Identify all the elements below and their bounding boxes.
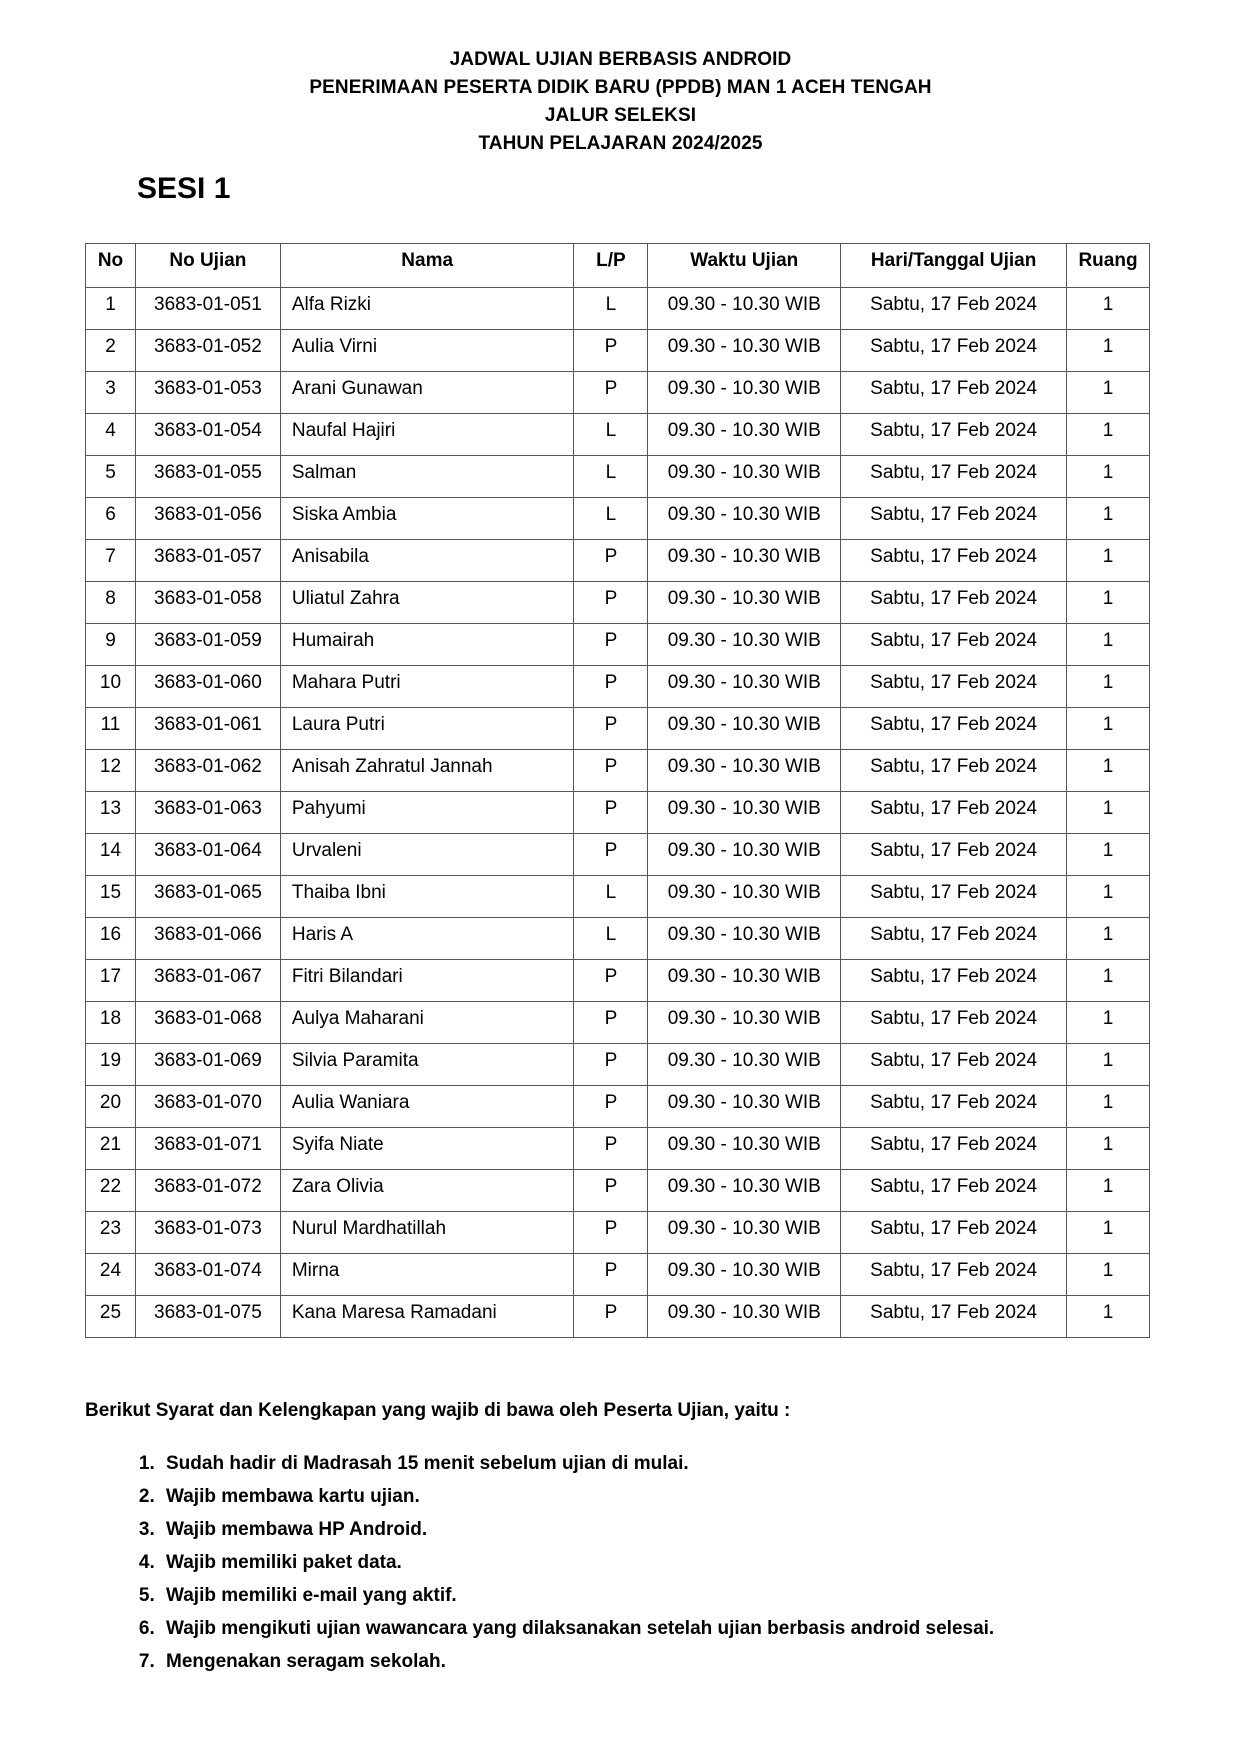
cell-date: Sabtu, 17 Feb 2024 [841, 1212, 1067, 1254]
cell-exam-number: 3683-01-070 [135, 1086, 280, 1128]
title-line-3: JALUR SELEKSI [544, 105, 697, 126]
cell-time: 09.30 - 10.30 WIB [648, 540, 841, 582]
cell-time: 09.30 - 10.30 WIB [648, 1254, 841, 1296]
cell-time: 09.30 - 10.30 WIB [648, 1212, 841, 1254]
cell-date: Sabtu, 17 Feb 2024 [841, 582, 1067, 624]
table-row [86, 792, 1150, 834]
cell-room: 1 [1067, 834, 1150, 876]
cell-no: 16 [86, 918, 136, 960]
cell-time: 09.30 - 10.30 WIB [648, 582, 841, 624]
cell-gender: P [574, 1002, 648, 1044]
cell-date: Sabtu, 17 Feb 2024 [841, 456, 1067, 498]
table-row [86, 1086, 1150, 1128]
cell-date: Sabtu, 17 Feb 2024 [841, 1002, 1067, 1044]
cell-gender: P [574, 330, 648, 372]
cell-gender: P [574, 372, 648, 414]
session-label: SESI 1 [137, 172, 231, 205]
cell-name: Siska Ambia [280, 498, 574, 540]
table-row [86, 540, 1150, 582]
table-row [86, 372, 1150, 414]
table-row [86, 750, 1150, 792]
cell-exam-number: 3683-01-053 [135, 372, 280, 414]
table-row [86, 414, 1150, 456]
column-header-name: Nama [280, 244, 574, 288]
cell-date: Sabtu, 17 Feb 2024 [841, 1128, 1067, 1170]
cell-no: 15 [86, 876, 136, 918]
cell-exam-number: 3683-01-060 [135, 666, 280, 708]
cell-no: 13 [86, 792, 136, 834]
cell-date: Sabtu, 17 Feb 2024 [841, 372, 1067, 414]
cell-gender: P [574, 708, 648, 750]
cell-date: Sabtu, 17 Feb 2024 [841, 750, 1067, 792]
cell-date: Sabtu, 17 Feb 2024 [841, 330, 1067, 372]
cell-gender: P [574, 1212, 648, 1254]
cell-name: Pahyumi [280, 792, 574, 834]
cell-name: Anisah Zahratul Jannah [280, 750, 574, 792]
cell-room: 1 [1067, 792, 1150, 834]
requirement-item: 7. Mengenakan seragam sekolah. [160, 1645, 994, 1678]
table-row [86, 960, 1150, 1002]
cell-exam-number: 3683-01-062 [135, 750, 280, 792]
cell-date: Sabtu, 17 Feb 2024 [841, 918, 1067, 960]
cell-no: 1 [86, 288, 136, 330]
title-line-2: PENERIMAAN PESERTA DIDIK BARU (PPDB) MAN 1 ACEH TENGAH [309, 77, 932, 98]
cell-no: 20 [86, 1086, 136, 1128]
title-line-1: JADWAL UJIAN BERBASIS ANDROID [449, 49, 792, 70]
cell-name: Aulya Maharani [280, 1002, 574, 1044]
cell-room: 1 [1067, 1086, 1150, 1128]
cell-no: 11 [86, 708, 136, 750]
cell-room: 1 [1067, 372, 1150, 414]
table-row [86, 1170, 1150, 1212]
cell-gender: L [574, 918, 648, 960]
cell-room: 1 [1067, 750, 1150, 792]
cell-no: 6 [86, 498, 136, 540]
cell-room: 1 [1067, 624, 1150, 666]
cell-gender: P [574, 960, 648, 1002]
cell-name: Urvaleni [280, 834, 574, 876]
table-row [86, 498, 1150, 540]
cell-time: 09.30 - 10.30 WIB [648, 1296, 841, 1338]
cell-gender: P [574, 1044, 648, 1086]
cell-no: 22 [86, 1170, 136, 1212]
cell-name: Uliatul Zahra [280, 582, 574, 624]
cell-room: 1 [1067, 1212, 1150, 1254]
cell-exam-number: 3683-01-073 [135, 1212, 280, 1254]
cell-room: 1 [1067, 708, 1150, 750]
cell-date: Sabtu, 17 Feb 2024 [841, 876, 1067, 918]
cell-exam-number: 3683-01-069 [135, 1044, 280, 1086]
cell-exam-number: 3683-01-051 [135, 288, 280, 330]
cell-room: 1 [1067, 960, 1150, 1002]
cell-room: 1 [1067, 1296, 1150, 1338]
cell-date: Sabtu, 17 Feb 2024 [841, 960, 1067, 1002]
cell-name: Salman [280, 456, 574, 498]
table-row [86, 1212, 1150, 1254]
cell-name: Zara Olivia [280, 1170, 574, 1212]
schedule-table [85, 243, 1150, 1338]
cell-time: 09.30 - 10.30 WIB [648, 1128, 841, 1170]
table-header-row [86, 244, 1150, 288]
cell-gender: P [574, 540, 648, 582]
table-row [86, 582, 1150, 624]
cell-no: 17 [86, 960, 136, 1002]
table-row [86, 1128, 1150, 1170]
cell-exam-number: 3683-01-065 [135, 876, 280, 918]
table-row [86, 666, 1150, 708]
cell-no: 10 [86, 666, 136, 708]
cell-exam-number: 3683-01-055 [135, 456, 280, 498]
cell-time: 09.30 - 10.30 WIB [648, 456, 841, 498]
requirement-item: 3. Wajib membawa HP Android. [160, 1513, 994, 1546]
cell-room: 1 [1067, 582, 1150, 624]
table-row [86, 1296, 1150, 1338]
cell-name: Arani Gunawan [280, 372, 574, 414]
cell-gender: P [574, 1170, 648, 1212]
cell-name: Thaiba Ibni [280, 876, 574, 918]
cell-room: 1 [1067, 1170, 1150, 1212]
cell-room: 1 [1067, 498, 1150, 540]
cell-gender: L [574, 288, 648, 330]
cell-date: Sabtu, 17 Feb 2024 [841, 624, 1067, 666]
column-header-gender: L/P [574, 244, 648, 288]
requirement-item: 5. Wajib memiliki e-mail yang aktif. [160, 1579, 994, 1612]
table-row [86, 456, 1150, 498]
cell-gender: P [574, 792, 648, 834]
cell-room: 1 [1067, 540, 1150, 582]
cell-room: 1 [1067, 1044, 1150, 1086]
cell-date: Sabtu, 17 Feb 2024 [841, 540, 1067, 582]
cell-name: Aulia Virni [280, 330, 574, 372]
cell-no: 2 [86, 330, 136, 372]
cell-gender: L [574, 414, 648, 456]
cell-no: 12 [86, 750, 136, 792]
cell-name: Fitri Bilandari [280, 960, 574, 1002]
cell-time: 09.30 - 10.30 WIB [648, 372, 841, 414]
cell-time: 09.30 - 10.30 WIB [648, 288, 841, 330]
requirement-item: 6. Wajib mengikuti ujian wawancara yang dilaksanakan setelah ujian berbasis android selesai. [160, 1612, 994, 1645]
cell-name: Alfa Rizki [280, 288, 574, 330]
cell-no: 8 [86, 582, 136, 624]
cell-no: 7 [86, 540, 136, 582]
cell-name: Laura Putri [280, 708, 574, 750]
cell-date: Sabtu, 17 Feb 2024 [841, 1254, 1067, 1296]
cell-no: 4 [86, 414, 136, 456]
cell-exam-number: 3683-01-068 [135, 1002, 280, 1044]
cell-exam-number: 3683-01-052 [135, 330, 280, 372]
requirement-item: 2. Wajib membawa kartu ujian. [160, 1480, 994, 1513]
cell-name: Humairah [280, 624, 574, 666]
cell-name: Aulia Waniara [280, 1086, 574, 1128]
cell-room: 1 [1067, 876, 1150, 918]
cell-date: Sabtu, 17 Feb 2024 [841, 792, 1067, 834]
cell-room: 1 [1067, 1254, 1150, 1296]
cell-gender: P [574, 1296, 648, 1338]
cell-room: 1 [1067, 414, 1150, 456]
table-row [86, 1254, 1150, 1296]
cell-no: 25 [86, 1296, 136, 1338]
cell-exam-number: 3683-01-072 [135, 1170, 280, 1212]
cell-name: Mirna [280, 1254, 574, 1296]
cell-gender: P [574, 666, 648, 708]
cell-room: 1 [1067, 288, 1150, 330]
table-row [86, 1002, 1150, 1044]
cell-exam-number: 3683-01-071 [135, 1128, 280, 1170]
cell-no: 19 [86, 1044, 136, 1086]
requirement-item: 4. Wajib memiliki paket data. [160, 1546, 994, 1579]
cell-name: Kana Maresa Ramadani [280, 1296, 574, 1338]
cell-gender: L [574, 876, 648, 918]
cell-gender: L [574, 498, 648, 540]
cell-exam-number: 3683-01-064 [135, 834, 280, 876]
cell-date: Sabtu, 17 Feb 2024 [841, 1296, 1067, 1338]
cell-time: 09.30 - 10.30 WIB [648, 414, 841, 456]
cell-time: 09.30 - 10.30 WIB [648, 330, 841, 372]
cell-date: Sabtu, 17 Feb 2024 [841, 666, 1067, 708]
cell-name: Nurul Mardhatillah [280, 1212, 574, 1254]
cell-room: 1 [1067, 918, 1150, 960]
cell-time: 09.30 - 10.30 WIB [648, 1086, 841, 1128]
cell-time: 09.30 - 10.30 WIB [648, 1044, 841, 1086]
requirements-list [105, 1447, 994, 1678]
cell-date: Sabtu, 17 Feb 2024 [841, 1086, 1067, 1128]
cell-name: Silvia Paramita [280, 1044, 574, 1086]
title-line-4: TAHUN PELAJARAN 2024/2025 [478, 133, 763, 154]
column-header-date: Hari/Tanggal Ujian [841, 244, 1067, 288]
cell-gender: P [574, 1128, 648, 1170]
table-row [86, 624, 1150, 666]
table-row [86, 1044, 1150, 1086]
requirements-intro: Berikut Syarat dan Kelengkapan yang wajib di bawa oleh Peserta Ujian, yaitu : [85, 1400, 791, 1421]
cell-room: 1 [1067, 456, 1150, 498]
cell-time: 09.30 - 10.30 WIB [648, 792, 841, 834]
cell-name: Mahara Putri [280, 666, 574, 708]
cell-no: 23 [86, 1212, 136, 1254]
cell-gender: P [574, 1254, 648, 1296]
cell-exam-number: 3683-01-054 [135, 414, 280, 456]
cell-name: Syifa Niate [280, 1128, 574, 1170]
cell-room: 1 [1067, 330, 1150, 372]
cell-time: 09.30 - 10.30 WIB [648, 960, 841, 1002]
cell-gender: P [574, 624, 648, 666]
cell-room: 1 [1067, 1128, 1150, 1170]
cell-name: Haris A [280, 918, 574, 960]
cell-gender: P [574, 582, 648, 624]
cell-exam-number: 3683-01-057 [135, 540, 280, 582]
table-row [86, 708, 1150, 750]
cell-exam-number: 3683-01-066 [135, 918, 280, 960]
cell-gender: P [574, 834, 648, 876]
column-header-room: Ruang [1067, 244, 1150, 288]
cell-date: Sabtu, 17 Feb 2024 [841, 414, 1067, 456]
cell-gender: P [574, 750, 648, 792]
cell-exam-number: 3683-01-074 [135, 1254, 280, 1296]
table-row [86, 918, 1150, 960]
column-header-time: Waktu Ujian [648, 244, 841, 288]
cell-time: 09.30 - 10.30 WIB [648, 1002, 841, 1044]
cell-no: 5 [86, 456, 136, 498]
cell-date: Sabtu, 17 Feb 2024 [841, 1170, 1067, 1212]
column-header-no: No [86, 244, 136, 288]
cell-exam-number: 3683-01-075 [135, 1296, 280, 1338]
table-row [86, 834, 1150, 876]
cell-time: 09.30 - 10.30 WIB [648, 876, 841, 918]
cell-time: 09.30 - 10.30 WIB [648, 834, 841, 876]
cell-exam-number: 3683-01-056 [135, 498, 280, 540]
cell-date: Sabtu, 17 Feb 2024 [841, 498, 1067, 540]
cell-time: 09.30 - 10.30 WIB [648, 624, 841, 666]
table-body [86, 288, 1150, 1338]
document-title [0, 46, 1241, 158]
cell-room: 1 [1067, 666, 1150, 708]
cell-room: 1 [1067, 1002, 1150, 1044]
cell-time: 09.30 - 10.30 WIB [648, 1170, 841, 1212]
cell-no: 14 [86, 834, 136, 876]
table-row [86, 876, 1150, 918]
cell-exam-number: 3683-01-058 [135, 582, 280, 624]
cell-name: Naufal Hajiri [280, 414, 574, 456]
cell-no: 18 [86, 1002, 136, 1044]
cell-time: 09.30 - 10.30 WIB [648, 918, 841, 960]
cell-time: 09.30 - 10.30 WIB [648, 498, 841, 540]
cell-time: 09.30 - 10.30 WIB [648, 750, 841, 792]
cell-time: 09.30 - 10.30 WIB [648, 708, 841, 750]
cell-date: Sabtu, 17 Feb 2024 [841, 834, 1067, 876]
requirement-item: 1. Sudah hadir di Madrasah 15 menit sebelum ujian di mulai. [160, 1447, 994, 1480]
table-row [86, 288, 1150, 330]
cell-name: Anisabila [280, 540, 574, 582]
cell-time: 09.30 - 10.30 WIB [648, 666, 841, 708]
column-header-exam-number: No Ujian [135, 244, 280, 288]
cell-exam-number: 3683-01-067 [135, 960, 280, 1002]
cell-no: 9 [86, 624, 136, 666]
cell-date: Sabtu, 17 Feb 2024 [841, 288, 1067, 330]
cell-no: 24 [86, 1254, 136, 1296]
cell-no: 3 [86, 372, 136, 414]
cell-exam-number: 3683-01-061 [135, 708, 280, 750]
cell-gender: P [574, 1086, 648, 1128]
cell-date: Sabtu, 17 Feb 2024 [841, 708, 1067, 750]
table-row [86, 330, 1150, 372]
cell-date: Sabtu, 17 Feb 2024 [841, 1044, 1067, 1086]
cell-gender: L [574, 456, 648, 498]
cell-exam-number: 3683-01-059 [135, 624, 280, 666]
cell-exam-number: 3683-01-063 [135, 792, 280, 834]
cell-no: 21 [86, 1128, 136, 1170]
